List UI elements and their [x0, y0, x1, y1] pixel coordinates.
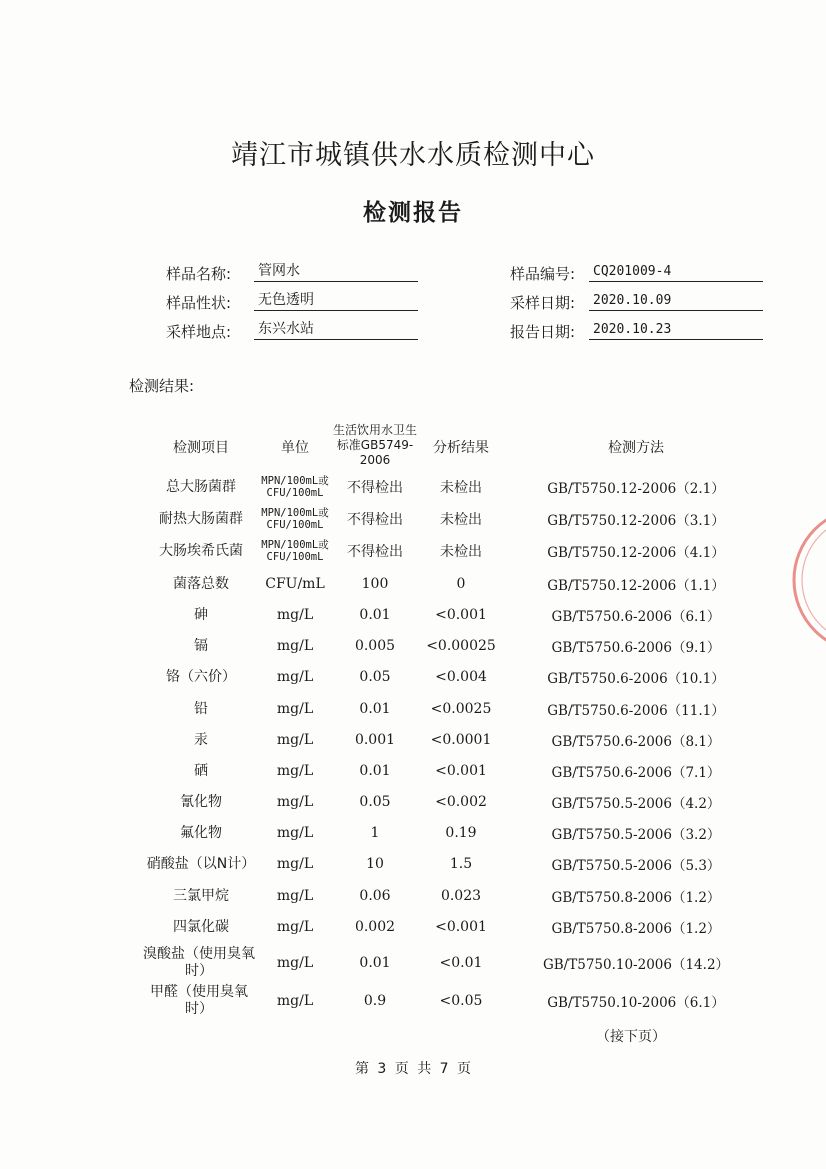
row-result: 0.023: [440, 888, 482, 904]
table-row: [0, 818, 826, 848]
header-item: 检测项目: [173, 440, 229, 456]
table-row: [0, 472, 826, 502]
table-row: [0, 756, 826, 786]
row-method: GB/T5750.6-2006（8.1）: [551, 734, 721, 750]
row-item: 硝酸盐（以N计）: [146, 855, 256, 872]
row-standard: 0.01: [359, 955, 391, 971]
row-item: 铬（六价）: [166, 668, 236, 685]
row-method: GB/T5750.12-2006（1.1）: [547, 578, 725, 594]
report-date-label: 报告日期:: [509, 323, 575, 341]
row-standard: 不得检出: [347, 480, 403, 496]
row-item: 总大肠菌群: [166, 478, 236, 495]
row-result: 未检出: [440, 512, 482, 528]
row-method: GB/T5750.6-2006（11.1）: [547, 703, 725, 719]
header-result: 分析结果: [433, 440, 489, 456]
row-result: <0.01: [439, 955, 483, 971]
header-method: 检测方法: [608, 440, 664, 456]
row-unit: mg/L: [276, 669, 314, 685]
row-unit: mg/L: [276, 825, 314, 841]
organization-title: 靖江市城镇供水水质检测中心: [231, 140, 595, 171]
table-row: [0, 982, 826, 1020]
row-standard: 0.05: [359, 669, 391, 685]
row-standard: 0.9: [363, 993, 387, 1009]
row-result: 0: [456, 576, 466, 592]
report-date-value: 2020.10.23: [589, 320, 763, 340]
row-result: <0.0001: [430, 732, 492, 748]
row-result: <0.004: [435, 669, 487, 685]
row-result: <0.001: [435, 763, 487, 779]
row-unit: mg/L: [276, 763, 314, 779]
row-standard: 0.01: [359, 607, 391, 623]
table-row: [0, 569, 826, 599]
row-standard: 10: [366, 856, 384, 872]
sample-property-label: 样品性状:: [165, 294, 231, 312]
row-result: <0.00025: [426, 638, 496, 654]
row-item: 菌落总数: [173, 575, 229, 592]
row-unit: mg/L: [276, 888, 314, 904]
row-item: 镉: [194, 637, 208, 654]
row-item: 氟化物: [180, 824, 222, 841]
row-unit: mg/L: [276, 732, 314, 748]
row-result: 未检出: [440, 544, 482, 560]
row-unit: mg/L: [276, 607, 314, 623]
row-standard: 100: [361, 576, 389, 592]
sample-property-value: 无色透明: [254, 291, 418, 311]
row-standard: 0.06: [359, 888, 391, 904]
row-method: GB/T5750.6-2006（9.1）: [551, 640, 721, 656]
row-method: GB/T5750.12-2006（3.1）: [547, 513, 725, 529]
row-item: 耐热大肠菌群: [159, 510, 243, 527]
table-row: [0, 787, 826, 817]
row-result: <0.002: [435, 794, 487, 810]
table-row: [0, 600, 826, 630]
row-standard: 不得检出: [347, 544, 403, 560]
results-section-label: 检测结果:: [129, 377, 195, 395]
row-method: GB/T5750.8-2006（1.2）: [551, 890, 721, 906]
sampling-date-value: 2020.10.09: [589, 291, 763, 311]
row-result: 未检出: [440, 480, 482, 496]
row-method: GB/T5750.8-2006（1.2）: [551, 921, 721, 937]
row-unit: mg/L: [276, 794, 314, 810]
row-method: GB/T5750.6-2006（6.1）: [551, 609, 721, 625]
row-item: 砷: [194, 606, 208, 623]
table-row: [0, 662, 826, 692]
row-unit: mg/L: [276, 919, 314, 935]
row-method: GB/T5750.6-2006（10.1）: [547, 671, 725, 687]
row-result: <0.05: [439, 993, 483, 1009]
row-method: GB/T5750.5-2006（4.2）: [551, 796, 721, 812]
row-method: GB/T5750.10-2006（14.2）: [542, 957, 730, 973]
report-title: 检测报告: [363, 200, 463, 226]
table-row: [0, 944, 826, 982]
sampling-site-value: 东兴水站: [254, 320, 418, 340]
table-row: [0, 536, 826, 566]
row-standard: 0.01: [359, 763, 391, 779]
continued-note: （接下页）: [596, 1029, 666, 1045]
table-row: [0, 725, 826, 755]
row-item: 氰化物: [180, 793, 222, 810]
sample-id-label: 样品编号:: [509, 265, 575, 283]
table-row: [0, 631, 826, 661]
row-unit: MPN/100mL或CFU/100mL: [261, 475, 329, 499]
row-unit: mg/L: [276, 955, 314, 971]
row-unit: MPN/100mL或CFU/100mL: [261, 539, 329, 563]
header-standard: 生活饮用水卫生标准GB5749-2006: [332, 423, 417, 467]
row-standard: 0.01: [359, 701, 391, 717]
table-row: [0, 504, 826, 534]
row-result: <0.0025: [430, 701, 492, 717]
sampling-site-label: 采样地点:: [165, 323, 231, 341]
row-standard: 0.001: [354, 732, 396, 748]
row-method: GB/T5750.12-2006（2.1）: [547, 481, 725, 497]
row-method: GB/T5750.5-2006（5.3）: [551, 858, 721, 874]
sampling-date-label: 采样日期:: [509, 294, 575, 312]
table-row: [0, 912, 826, 942]
row-unit: mg/L: [276, 993, 314, 1009]
row-item: 汞: [194, 731, 208, 748]
row-unit: CFU/mL: [265, 576, 325, 592]
row-result: <0.001: [435, 607, 487, 623]
row-item: 大肠埃希氏菌: [159, 542, 243, 559]
row-item: 溴酸盐（使用臭氧时）: [143, 946, 255, 979]
row-result: 0.19: [445, 825, 477, 841]
row-unit: mg/L: [276, 856, 314, 872]
row-standard: 1: [370, 825, 380, 841]
row-unit: mg/L: [276, 638, 314, 654]
row-method: GB/T5750.10-2006（6.1）: [547, 995, 725, 1011]
row-unit: mg/L: [276, 701, 314, 717]
header-unit: 单位: [281, 440, 309, 456]
row-method: GB/T5750.12-2006（4.1）: [547, 545, 725, 561]
row-item: 三氯甲烷: [173, 887, 229, 904]
row-item: 硒: [194, 762, 208, 779]
row-method: GB/T5750.6-2006（7.1）: [551, 765, 721, 781]
row-standard: 0.005: [354, 638, 396, 654]
page-number-footer: 第 3 页 共 7 页: [354, 1061, 472, 1077]
row-standard: 不得检出: [347, 512, 403, 528]
row-standard: 0.05: [359, 794, 391, 810]
table-row: [0, 849, 826, 879]
sample-name-label: 样品名称:: [165, 265, 231, 283]
table-row: [0, 881, 826, 911]
row-item: 铅: [194, 700, 208, 717]
sample-name-value: 管网水: [254, 262, 418, 282]
table-row: [0, 694, 826, 724]
row-item: 四氯化碳: [173, 918, 229, 935]
official-seal-icon: [788, 505, 826, 655]
row-method: GB/T5750.5-2006（3.2）: [551, 827, 721, 843]
sample-id-value: CQ201009-4: [589, 262, 763, 282]
row-standard: 0.002: [354, 919, 396, 935]
row-result: <0.001: [435, 919, 487, 935]
row-unit: MPN/100mL或CFU/100mL: [261, 507, 329, 531]
row-item: 甲醛（使用臭氧时）: [150, 984, 248, 1017]
row-result: 1.5: [449, 856, 473, 872]
